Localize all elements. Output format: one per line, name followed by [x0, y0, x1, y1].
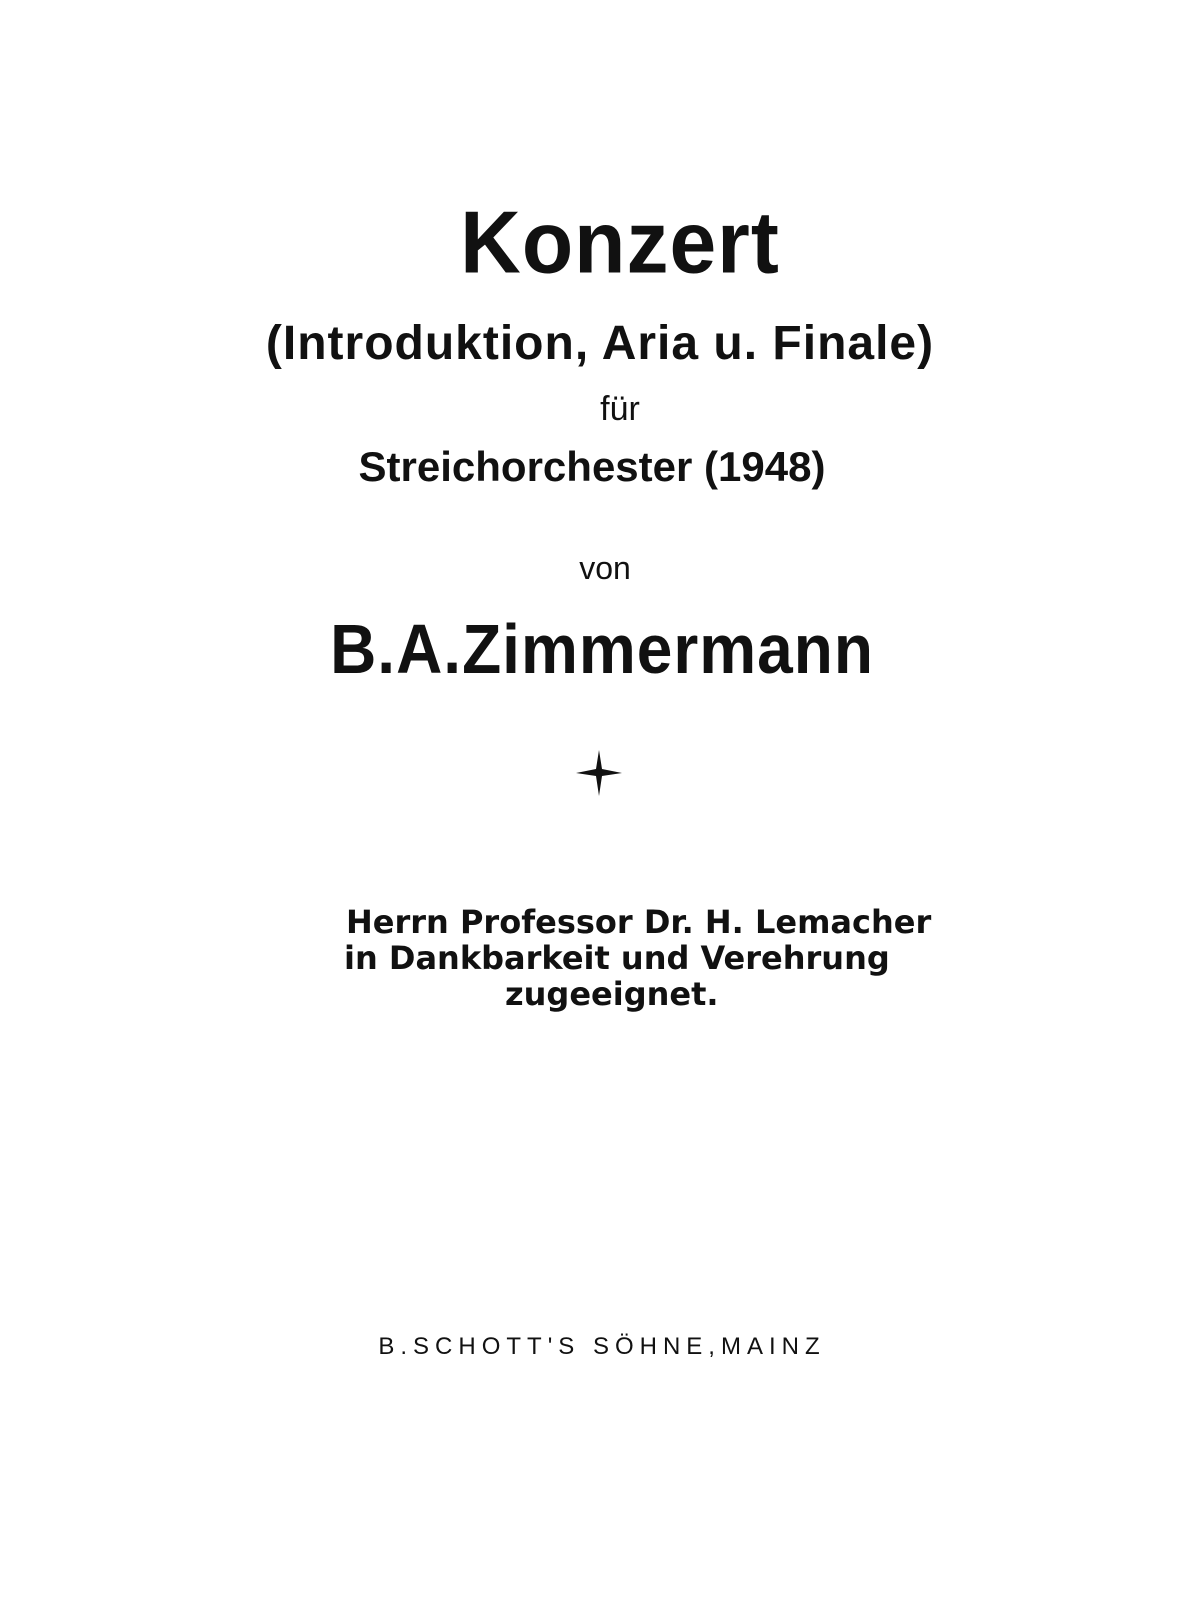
composer-name: B.A.Zimmermann: [330, 610, 874, 688]
dedication-line-1: Herrn Professor Dr. H. Lemacher: [346, 903, 932, 941]
dedication-line-3: zugeeignet.: [505, 975, 719, 1013]
page-title: Konzert: [460, 192, 780, 292]
publisher-imprint: B.SCHOTT'S SÖHNE,MAINZ: [378, 1333, 826, 1360]
subtitle: (Introduktion, Aria u. Finale): [265, 317, 935, 370]
dedication-line-2: in Dankbarkeit und Verehrung: [344, 939, 890, 977]
cross-star-icon: [574, 748, 624, 798]
by-text: von: [579, 550, 631, 586]
preposition-text: für: [600, 390, 640, 428]
ensemble-text: Streichorchester (1948): [358, 443, 826, 490]
